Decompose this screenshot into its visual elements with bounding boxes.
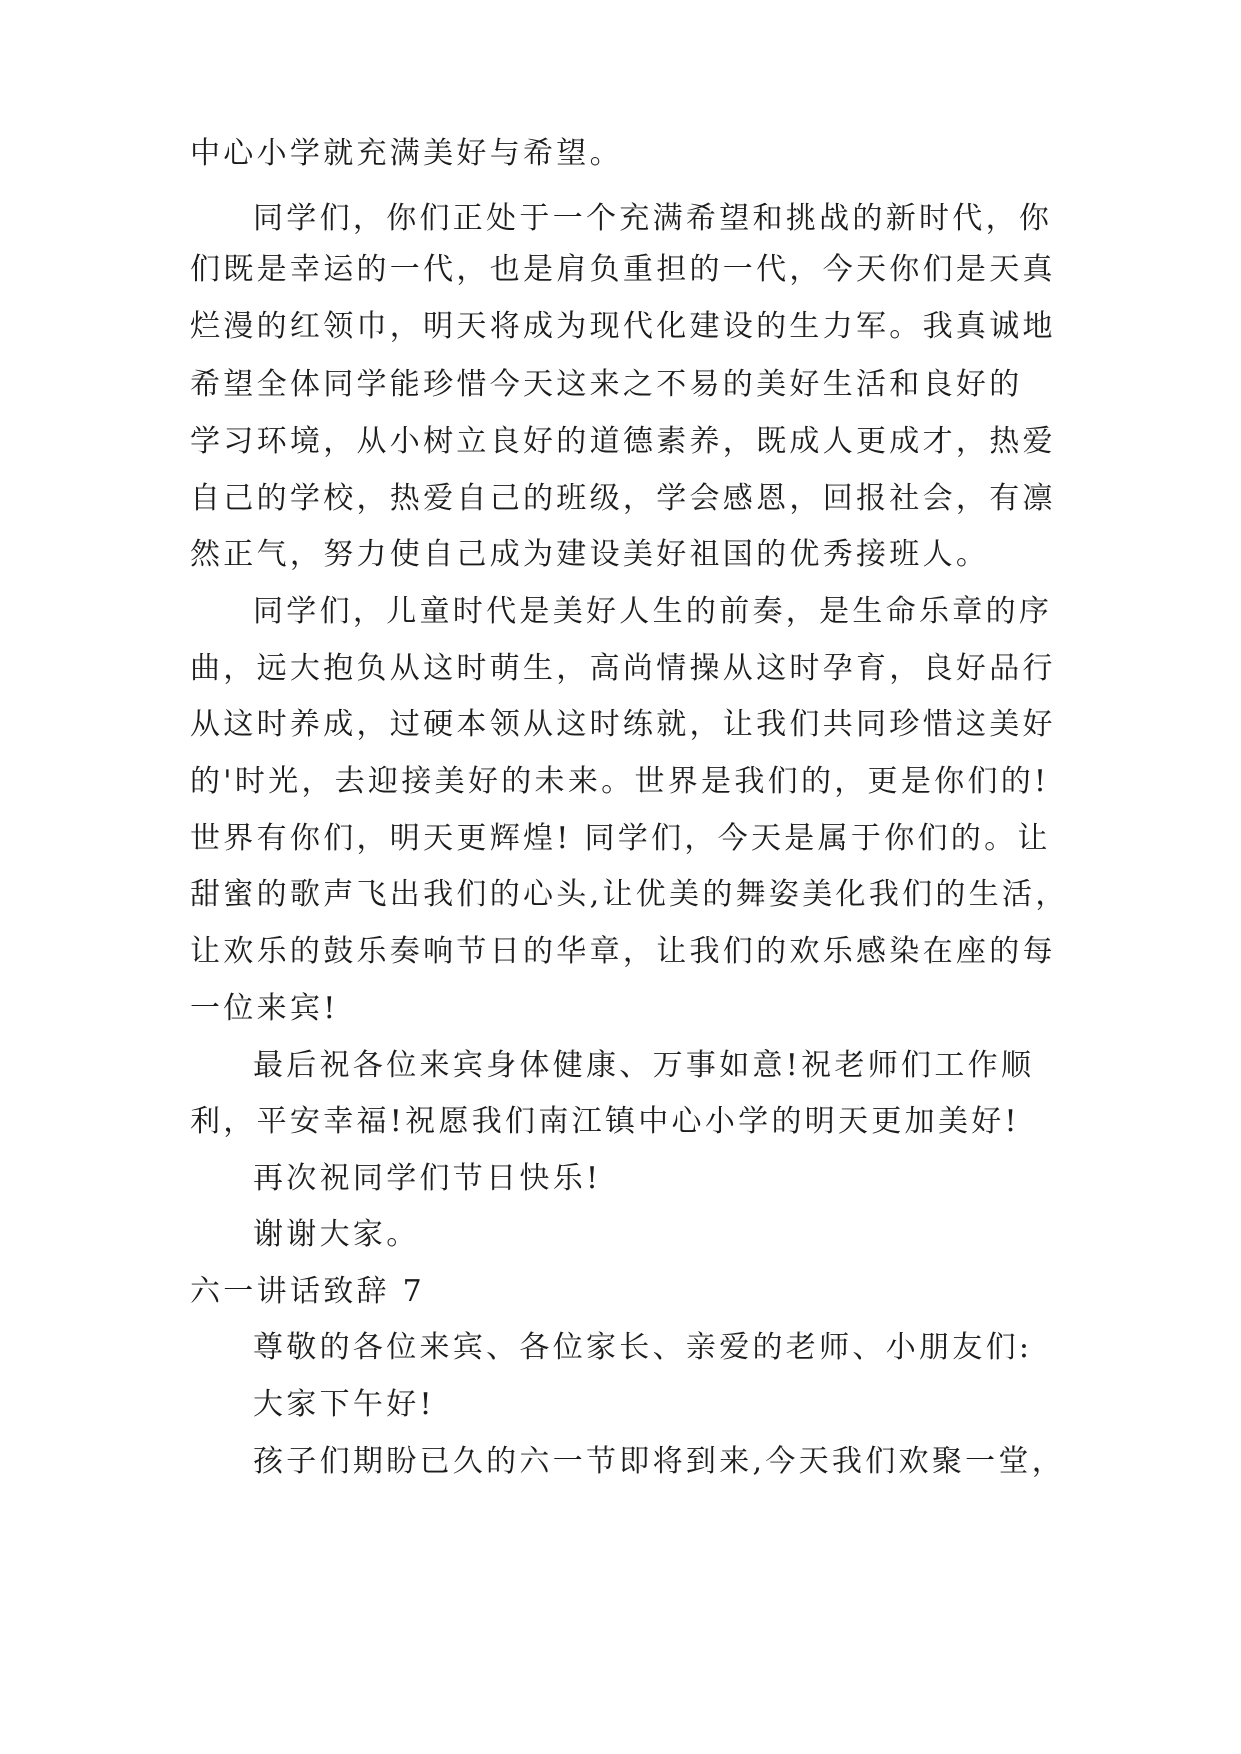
text-line: 甜蜜的歌声飞出我们的心头,让优美的舞姿美化我们的生活， xyxy=(190,877,1069,912)
text-line: 烂漫的红领巾，明天将成为现代化建设的生力军。我真诚地 xyxy=(190,309,1056,344)
text-line: 让欢乐的鼓乐奏响节日的华章，让我们的欢乐感染在座的每 xyxy=(190,934,1056,969)
text-line: 希望全体同学能珍惜今天这来之不易的美好生活和良好的 xyxy=(190,367,1023,402)
greeting: 大家下午好! xyxy=(253,1387,435,1422)
text-line: 曲，远大抱负从这时萌生，高尚情操从这时孕育，良好品行 xyxy=(190,651,1056,686)
paragraph-start: 孩子们期盼已久的六一节即将到来,今天我们欢聚一堂， xyxy=(253,1444,1066,1479)
salutation: 尊敬的各位来宾、各位家长、亲爱的老师、小朋友们: xyxy=(253,1330,1033,1365)
text-line: 世界有你们，明天更辉煌! 同学们，今天是属于你们的。让 xyxy=(190,821,1051,856)
paragraph-start: 谢谢大家。 xyxy=(253,1217,420,1252)
section-heading: 六一讲话致辞 7 xyxy=(190,1274,426,1309)
text-line: 从这时养成，过硬本领从这时练就，让我们共同珍惜这美好 xyxy=(190,707,1056,742)
paragraph-start: 同学们，儿童时代是美好人生的前奏，是生命乐章的序 xyxy=(253,594,1053,629)
paragraph-start: 同学们，你们正处于一个充满希望和挑战的新时代，你 xyxy=(253,201,1053,236)
text-line: 自己的学校，热爱自己的班级，学会感恩，回报社会，有凛 xyxy=(190,481,1056,516)
text-line: 的'时光，去迎接美好的未来。世界是我们的，更是你们的! xyxy=(190,764,1050,799)
text-line: 学习环境，从小树立良好的道德素养，既成人更成才，热爱 xyxy=(190,424,1056,459)
paragraph-start: 最后祝各位来宾身体健康、万事如意!祝老师们工作顺 xyxy=(253,1048,1035,1083)
text-line: 中心小学就充满美好与希望。 xyxy=(190,136,623,171)
text-line: 一位来宾! xyxy=(190,991,339,1026)
text-line: 然正气，努力使自己成为建设美好祖国的优秀接班人。 xyxy=(190,537,990,572)
paragraph-start: 再次祝同学们节日快乐! xyxy=(253,1161,602,1196)
text-line: 利，平安幸福!祝愿我们南江镇中心小学的明天更加美好! xyxy=(190,1104,1020,1139)
text-line: 们既是幸运的一代，也是肩负重担的一代，今天你们是天真 xyxy=(190,252,1056,287)
